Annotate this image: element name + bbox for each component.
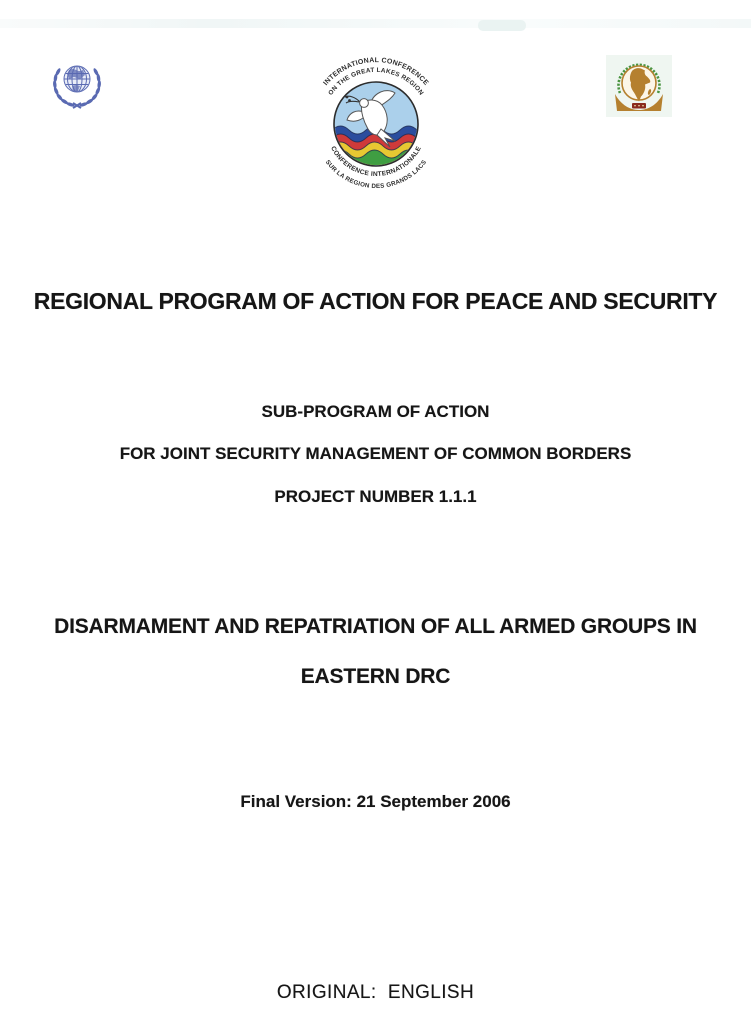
african-union-emblem-icon (606, 55, 672, 117)
document-title-line1: DISARMAMENT AND REPATRIATION OF ALL ARMED GROUPS IN (54, 615, 697, 638)
project-number: PROJECT NUMBER 1.1.1 (274, 487, 477, 506)
icglr-arc-text: ON THE GREAT LAKES REGION (327, 66, 425, 97)
page-title: REGIONAL PROGRAM OF ACTION FOR PEACE AND SECURITY (33, 288, 718, 314)
subprogram-line1: SUB-PROGRAM OF ACTION (261, 402, 490, 421)
subprogram-line2: FOR JOINT SECURITY MANAGEMENT OF COMMON BORDERS (119, 444, 632, 463)
icglr-arc-text: CONFERENCE INTERNATIONALE (329, 145, 423, 179)
icglr-emblem-icon (298, 44, 456, 194)
document-title-line2: EASTERN DRC (300, 665, 451, 688)
scan-artifact-smudge (478, 20, 526, 31)
un-emblem-icon (44, 56, 110, 112)
version-line: Final Version: 21 September 2006 (240, 792, 511, 811)
scan-artifact-band (0, 19, 751, 28)
document-title (0, 614, 751, 689)
subprogram-heading (0, 401, 751, 464)
icglr-arc-text: INTERNATIONAL CONFERENCE (322, 57, 430, 88)
original-language-line: ORIGINAL: ENGLISH (276, 982, 475, 1003)
icglr-arc-text: SUR LA REGION DES GRANDS LACS (323, 158, 429, 191)
